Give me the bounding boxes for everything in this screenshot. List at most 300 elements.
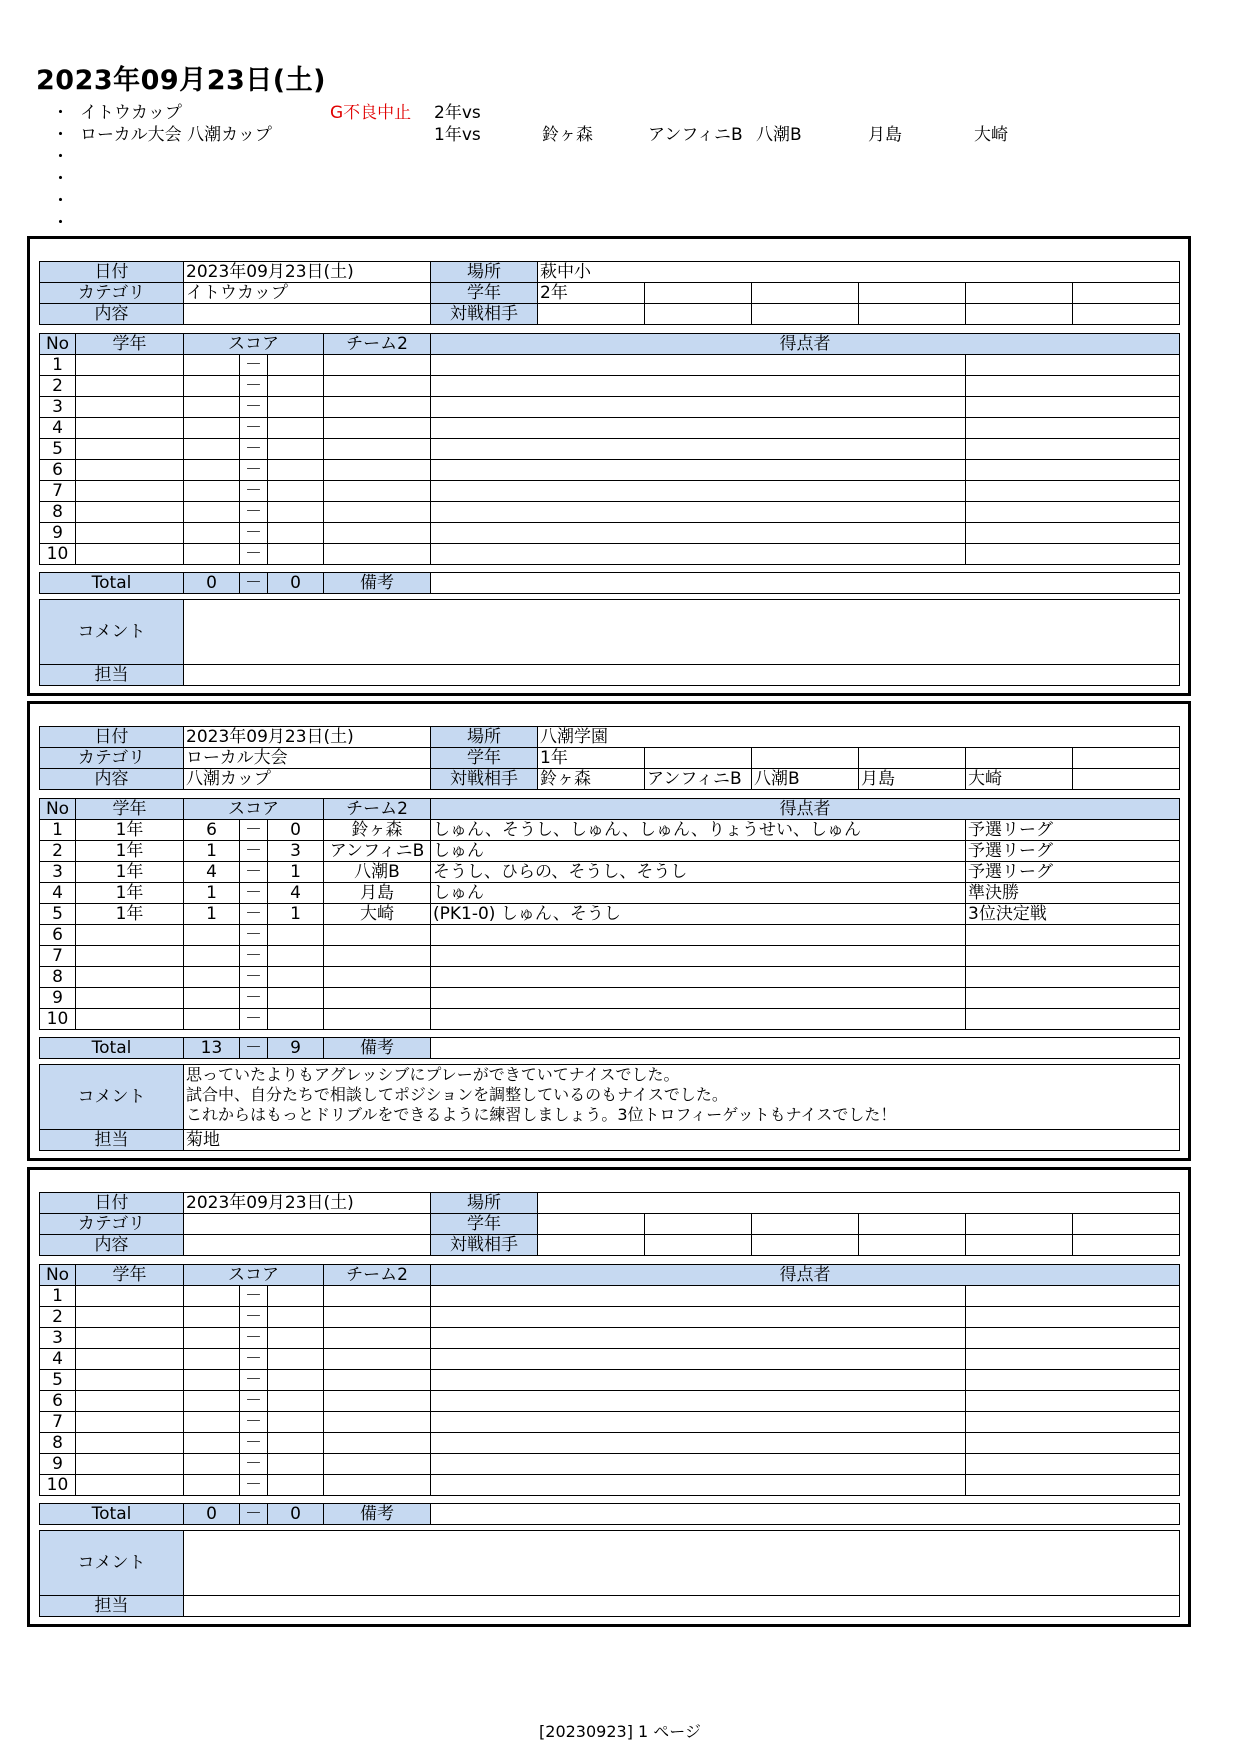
row-score-opp [268,397,324,418]
row-stage [966,988,1180,1009]
result-row [40,355,1180,376]
row-no: 1 [40,355,76,376]
result-row [40,967,1180,988]
page-footer: [20230923] 1 ページ [539,1722,701,1741]
total-score-own: 0 [184,573,240,594]
row-no: 2 [40,376,76,397]
row-score-opp [268,946,324,967]
row-team2 [324,925,431,946]
row-stage [966,544,1180,565]
row-grade [76,1286,184,1307]
row-team2 [324,1328,431,1349]
scorers-header: 得点者 [431,334,1180,355]
row-scorers [431,946,966,967]
row-no: 1 [40,820,76,841]
date-label: 日付 [40,262,184,283]
row-score-own: 1 [184,904,240,925]
comment-label: コメント [40,600,184,665]
comment-label: コメント [40,1065,184,1130]
grade-value [538,1214,645,1235]
row-grade [76,1307,184,1328]
remarks-label: 備考 [324,1038,431,1059]
summary-opponent: 鈴ヶ森 [542,125,593,145]
grade-value: 2年 [538,283,645,304]
row-grade [76,523,184,544]
row-grade [76,1009,184,1030]
row-score-own [184,1454,240,1475]
result-row [40,883,1180,904]
row-score-opp [268,1412,324,1433]
row-scorers [431,502,966,523]
summary-row [52,142,1152,167]
total-label: Total [40,1038,184,1059]
result-row [40,1328,1180,1349]
row-no: 3 [40,1328,76,1349]
row-score-opp [268,1433,324,1454]
grade-value: 1年 [538,748,645,769]
row-grade: 1年 [76,904,184,925]
opponent-2 [645,304,752,325]
row-stage [966,1349,1180,1370]
row-no: 6 [40,925,76,946]
row-score-opp [268,1391,324,1412]
opponent-1 [538,1235,645,1256]
row-score-dash: － [240,1391,268,1412]
result-row [40,820,1180,841]
comment-text [184,600,1180,665]
score-header: スコア [184,799,324,820]
results-table [39,333,1180,565]
row-stage [966,1328,1180,1349]
row-score-opp: 4 [268,883,324,904]
result-row [40,1475,1180,1496]
row-stage [966,1454,1180,1475]
row-team2 [324,523,431,544]
total-score-dash: － [240,573,268,594]
person-value: 菊地 [184,1130,1180,1151]
remarks-label: 備考 [324,573,431,594]
row-no: 1 [40,1286,76,1307]
summary-row [52,120,1152,145]
place-label: 場所 [431,727,538,748]
row-score-own [184,439,240,460]
date-value: 2023年09月23日(土) [184,262,431,283]
row-score-own [184,502,240,523]
row-scorers [431,544,966,565]
opponent-4: 月島 [859,769,966,790]
row-team2 [324,1286,431,1307]
row-scorers [431,397,966,418]
row-stage [966,418,1180,439]
opponent-3 [752,304,859,325]
opponent-label: 対戦相手 [431,304,538,325]
team2-header: チーム2 [324,799,431,820]
comment-line-3: これからはもっとドリブルをできるように練習しましょう。3位トロフィーゲットもナイスでした！ [186,1105,897,1124]
total-label: Total [40,573,184,594]
row-score-opp [268,1370,324,1391]
row-team2 [324,1391,431,1412]
row-team2 [324,1412,431,1433]
total-table [39,1037,1180,1059]
summary-status: G不良中止 [330,103,412,123]
row-no: 5 [40,904,76,925]
result-row [40,841,1180,862]
row-team2 [324,1454,431,1475]
row-stage [966,1009,1180,1030]
row-score-opp: 1 [268,862,324,883]
row-grade [76,1475,184,1496]
row-stage [966,481,1180,502]
opponent-1: 鈴ヶ森 [538,769,645,790]
row-grade [76,397,184,418]
content-label: 内容 [40,769,184,790]
row-score-dash: － [240,1349,268,1370]
row-stage [966,1391,1180,1412]
row-stage [966,523,1180,544]
row-scorers [431,1307,966,1328]
comment-text [184,1065,1180,1130]
row-team2 [324,481,431,502]
row-no: 6 [40,1391,76,1412]
row-score-opp [268,418,324,439]
row-grade [76,1433,184,1454]
row-no: 8 [40,1433,76,1454]
result-row [40,988,1180,1009]
row-team2: 大崎 [324,904,431,925]
row-scorers [431,523,966,544]
match-info-table [39,261,1180,325]
remarks-value [431,573,1180,594]
row-team2 [324,460,431,481]
date-value: 2023年09月23日(土) [184,727,431,748]
row-stage [966,502,1180,523]
row-grade: 1年 [76,841,184,862]
result-row [40,904,1180,925]
result-row [40,418,1180,439]
comment-label: コメント [40,1531,184,1596]
row-score-dash: － [240,1307,268,1328]
row-score-opp [268,1009,324,1030]
total-score-opp: 9 [268,1038,324,1059]
row-stage [966,355,1180,376]
row-team2 [324,355,431,376]
row-team2 [324,397,431,418]
row-score-own: 1 [184,883,240,904]
row-no: 2 [40,841,76,862]
row-stage [966,925,1180,946]
row-team2 [324,1307,431,1328]
summary-opponent: 大崎 [974,125,1008,145]
row-scorers [431,1349,966,1370]
row-score-opp: 3 [268,841,324,862]
row-score-dash: － [240,841,268,862]
row-scorers [431,1475,966,1496]
result-row [40,1433,1180,1454]
row-score-own [184,1009,240,1030]
row-score-own [184,967,240,988]
row-score-dash: － [240,1286,268,1307]
row-score-own [184,481,240,502]
row-no: 7 [40,481,76,502]
row-no: 3 [40,862,76,883]
summary-bullet: ・ [52,147,69,167]
summary-bullet: ・ [52,191,69,211]
summary-row [52,186,1152,211]
date-value: 2023年09月23日(土) [184,1193,431,1214]
row-score-dash: － [240,502,268,523]
row-score-opp [268,967,324,988]
row-grade [76,1370,184,1391]
row-stage [966,460,1180,481]
row-score-dash: － [240,481,268,502]
result-row [40,376,1180,397]
row-no: 6 [40,460,76,481]
result-row [40,439,1180,460]
result-row [40,1370,1180,1391]
summary-bullet: ・ [52,125,69,145]
row-score-own [184,925,240,946]
opponent-3 [752,1235,859,1256]
row-scorers: しゅん [431,841,966,862]
opponent-2 [645,1235,752,1256]
grade-label: 学年 [431,1214,538,1235]
content-label: 内容 [40,304,184,325]
person-value [184,665,1180,686]
place-value: 八潮学園 [538,727,1180,748]
row-scorers: しゅん [431,883,966,904]
category-label: カテゴリ [40,748,184,769]
category-label: カテゴリ [40,283,184,304]
total-label: Total [40,1504,184,1525]
row-score-opp [268,1328,324,1349]
row-score-dash: － [240,1412,268,1433]
row-score-dash: － [240,967,268,988]
row-no: 5 [40,439,76,460]
row-stage [966,376,1180,397]
row-score-opp [268,460,324,481]
row-score-dash: － [240,1454,268,1475]
summary-row [52,208,1152,233]
row-no: 4 [40,883,76,904]
grade-header: 学年 [76,334,184,355]
row-scorers [431,1412,966,1433]
person-value [184,1596,1180,1617]
grade-label: 学年 [431,283,538,304]
category-value: ローカル大会 [184,748,431,769]
team2-header: チーム2 [324,1265,431,1286]
match-info-table [39,726,1180,790]
no-header: No [40,1265,76,1286]
row-score-opp [268,1454,324,1475]
place-value [538,1193,1180,1214]
row-score-dash: － [240,418,268,439]
row-score-opp [268,925,324,946]
opponent-4 [859,304,966,325]
place-label: 場所 [431,1193,538,1214]
row-score-opp: 0 [268,820,324,841]
row-team2 [324,1009,431,1030]
opponent-5 [966,1235,1073,1256]
row-stage: 準決勝 [966,883,1180,904]
row-score-dash: － [240,355,268,376]
row-score-dash: － [240,862,268,883]
total-score-own: 0 [184,1504,240,1525]
summary-event-name: ローカル大会 八潮カップ [80,125,272,145]
category-label: カテゴリ [40,1214,184,1235]
row-scorers [431,1370,966,1391]
summary-bullet: ・ [52,213,69,233]
place-value: 萩中小 [538,262,1180,283]
remarks-label: 備考 [324,1504,431,1525]
row-score-opp [268,481,324,502]
scorers-header: 得点者 [431,1265,1180,1286]
row-score-own [184,1328,240,1349]
row-scorers [431,355,966,376]
row-no: 9 [40,1454,76,1475]
row-score-dash: － [240,523,268,544]
row-grade: 1年 [76,883,184,904]
row-score-opp [268,1307,324,1328]
opponent-5: 大崎 [966,769,1073,790]
row-no: 2 [40,1307,76,1328]
row-scorers [431,1009,966,1030]
team2-header: チーム2 [324,334,431,355]
row-scorers [431,1433,966,1454]
date-label: 日付 [40,727,184,748]
row-stage [966,967,1180,988]
row-score-dash: － [240,376,268,397]
row-score-opp [268,1349,324,1370]
result-row [40,1307,1180,1328]
row-scorers [431,967,966,988]
row-score-dash: － [240,1370,268,1391]
row-no: 4 [40,1349,76,1370]
remarks-value [431,1504,1180,1525]
row-grade [76,418,184,439]
row-no: 8 [40,967,76,988]
summary-bullet: ・ [52,169,69,189]
row-stage: 予選リーグ [966,841,1180,862]
row-scorers [431,1454,966,1475]
row-score-own [184,988,240,1009]
row-score-own [184,1286,240,1307]
result-row [40,502,1180,523]
row-score-dash: － [240,883,268,904]
row-team2 [324,418,431,439]
row-score-own [184,1475,240,1496]
person-label: 担当 [40,1130,184,1151]
total-table [39,1503,1180,1525]
row-no: 10 [40,1009,76,1030]
summary-opponent: 八潮B [756,125,802,145]
row-score-opp [268,544,324,565]
result-row [40,1391,1180,1412]
row-score-opp: 1 [268,904,324,925]
row-scorers: そうし、ひらの、そうし、そうし [431,862,966,883]
row-scorers: しゅん、そうし、しゅん、しゅん、りょうせい、しゅん [431,820,966,841]
row-stage [966,1412,1180,1433]
row-no: 5 [40,1370,76,1391]
row-grade [76,1328,184,1349]
row-grade [76,460,184,481]
row-scorers [431,1286,966,1307]
row-stage: 予選リーグ [966,820,1180,841]
row-grade [76,1349,184,1370]
result-row [40,523,1180,544]
row-score-opp [268,523,324,544]
result-row [40,1454,1180,1475]
row-grade [76,1454,184,1475]
row-stage: 3位決定戦 [966,904,1180,925]
summary-opponent: 月島 [868,125,902,145]
row-no: 10 [40,544,76,565]
opponent-1 [538,304,645,325]
row-score-dash: － [240,544,268,565]
row-score-own [184,1370,240,1391]
total-score-opp: 0 [268,1504,324,1525]
row-team2 [324,1370,431,1391]
row-grade [76,946,184,967]
row-scorers [431,1328,966,1349]
row-team2 [324,1475,431,1496]
row-scorers [431,439,966,460]
row-no: 10 [40,1475,76,1496]
row-team2 [324,502,431,523]
row-stage [966,946,1180,967]
row-grade: 1年 [76,820,184,841]
row-score-dash: － [240,460,268,481]
row-grade [76,967,184,988]
row-score-dash: － [240,1328,268,1349]
row-no: 7 [40,1412,76,1433]
comment-table [39,1530,1180,1617]
row-grade [76,925,184,946]
row-team2: 八潮B [324,862,431,883]
row-no: 7 [40,946,76,967]
row-scorers [431,376,966,397]
total-score-dash: － [240,1038,268,1059]
row-grade [76,1412,184,1433]
row-team2 [324,439,431,460]
row-score-own: 1 [184,841,240,862]
content-label: 内容 [40,1235,184,1256]
match-panel-1 [27,236,1191,696]
row-score-own: 4 [184,862,240,883]
row-score-dash: － [240,1475,268,1496]
comment-line-1: 思っていたよりもアグレッシブにプレーができていてナイスでした。 [186,1065,680,1084]
opponent-label: 対戦相手 [431,1235,538,1256]
row-scorers [431,481,966,502]
row-stage [966,439,1180,460]
row-grade [76,355,184,376]
row-scorers [431,418,966,439]
summary-row [52,98,1152,123]
opponent-4 [859,1235,966,1256]
results-table [39,1264,1180,1496]
opponent-3: 八潮B [752,769,859,790]
row-grade [76,502,184,523]
row-stage [966,397,1180,418]
row-score-dash: － [240,1009,268,1030]
result-row [40,1349,1180,1370]
row-team2 [324,1433,431,1454]
row-no: 9 [40,523,76,544]
grade-header: 学年 [76,799,184,820]
row-team2: 月島 [324,883,431,904]
row-grade: 1年 [76,862,184,883]
row-no: 9 [40,988,76,1009]
row-score-own [184,355,240,376]
